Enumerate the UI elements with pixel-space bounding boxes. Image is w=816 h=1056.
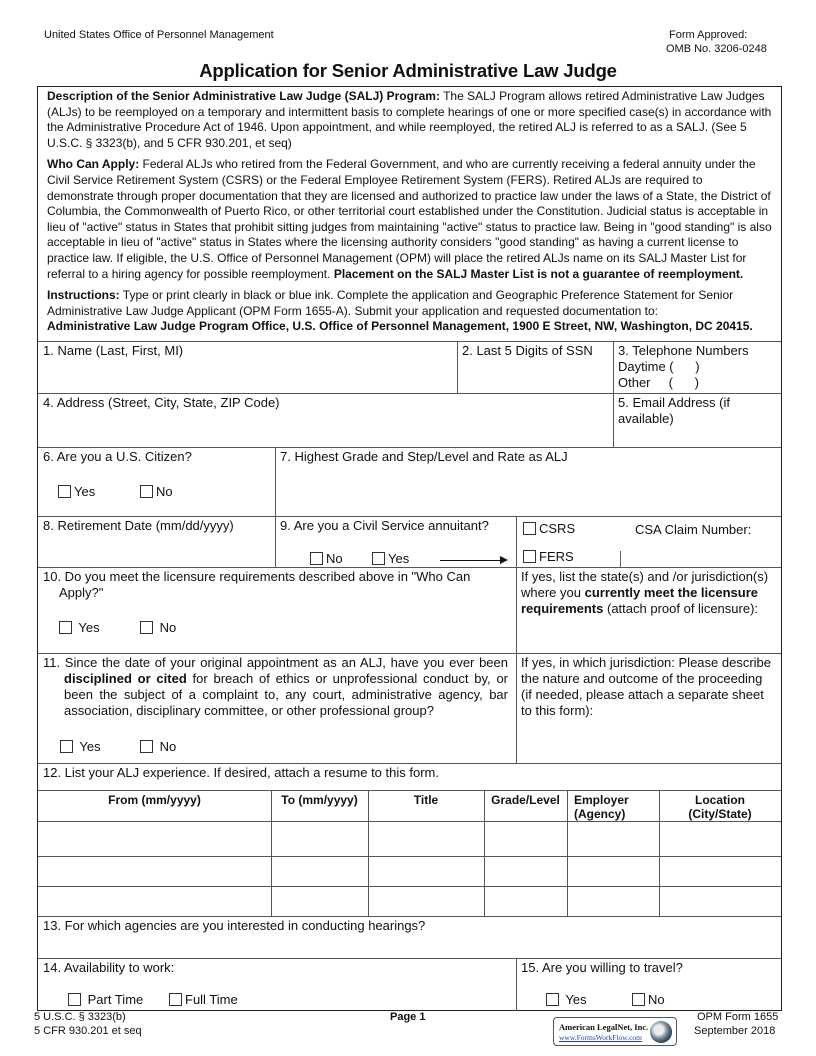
- logo-link[interactable]: www.FormsWorkFlow.com: [559, 1033, 643, 1042]
- csrs-label: CSRS: [539, 521, 576, 536]
- discipline-side-text: If yes, in which jurisdiction: Please describe the nature and outcome of the proceeding (if needed, please attach a separate sheet to this form):: [521, 655, 772, 718]
- intro-box: [37, 86, 782, 341]
- form-approved-label: Form Approved:: [669, 29, 748, 41]
- instructions-text: Type or print clearly in black or blue ink. Complete the application and Geographic Preference Statement for Senior Administrative Law Judge Applicant (OPM Form 1655-A). Submit your application and requested documentation to:: [47, 288, 734, 318]
- fers-label: FERS: [539, 549, 574, 564]
- who-label: Who Can Apply:: [47, 157, 140, 172]
- legalnet-logo[interactable]: [553, 1017, 677, 1046]
- yes-label: Yes: [388, 551, 410, 566]
- licensure-side-bold: currently meet the licensure requirements: [521, 585, 758, 616]
- discipline-text: [43, 655, 508, 719]
- retirement-date-field[interactable]: [38, 516, 275, 567]
- part-time-checkbox[interactable]: [68, 993, 81, 1006]
- travel-yes-option[interactable]: [546, 992, 587, 1007]
- full-time-label: Full Time: [185, 992, 238, 1007]
- who-disclaimer: Placement on the SALJ Master List is not a guarantee of reemployment.: [333, 266, 744, 281]
- no-label: No: [648, 992, 665, 1007]
- experience-row-1-employer[interactable]: [567, 822, 659, 856]
- telephone-field[interactable]: [613, 341, 781, 393]
- citizen-label: 6. Are you a U.S. Citizen?: [43, 449, 192, 464]
- csa-claim-label: CSA Claim Number:: [635, 522, 752, 537]
- page-number: Page 1: [390, 1011, 426, 1023]
- full-time-checkbox[interactable]: [169, 993, 182, 1006]
- cfr-citation: 5 CFR 930.201 et seq: [34, 1025, 142, 1037]
- yes-label: Yes: [565, 992, 587, 1007]
- licensure-question: [38, 567, 516, 653]
- experience-row-1-location[interactable]: [659, 822, 781, 856]
- column-header-title: Title: [413, 793, 439, 807]
- description-text: The SALJ Program allows retired Administrative Law Judges (ALJs) to be reemployed on a temporary and intermittent basis to complete hearings of one or more specified case(s) in accordance with the Administrative Procedure Act of 1946. Upon appointment, and while reemployed, the retired ALJ is referred to as a SALJ. (See 5 U.S.C. § 3323(b), and 5 CFR 930.201, et seq): [47, 89, 772, 150]
- email-field[interactable]: [613, 393, 781, 447]
- experience-row-2-to[interactable]: [271, 857, 368, 886]
- discipline-text-bold: disciplined or cited: [64, 671, 187, 686]
- arrowhead-icon: [500, 556, 508, 564]
- experience-row-3-location[interactable]: [659, 887, 781, 916]
- annuitant-yes-checkbox[interactable]: [372, 552, 385, 565]
- name-field[interactable]: [38, 341, 457, 393]
- full-time-option[interactable]: [169, 992, 238, 1007]
- yes-label: Yes: [79, 739, 101, 754]
- experience-row-2-title[interactable]: [368, 857, 484, 886]
- part-time-option[interactable]: [68, 992, 143, 1007]
- part-time-label: Part Time: [87, 992, 144, 1007]
- experience-row-2-employer[interactable]: [567, 857, 659, 886]
- annuitant-yes-option[interactable]: [372, 551, 409, 566]
- discipline-no-option[interactable]: [140, 739, 176, 754]
- fers-option[interactable]: [523, 549, 574, 564]
- experience-row-3-employer[interactable]: [567, 887, 659, 916]
- annuitant-label: 9. Are you a Civil Service annuitant?: [280, 518, 489, 533]
- discipline-yes-checkbox[interactable]: [60, 740, 73, 753]
- discipline-no-checkbox[interactable]: [140, 740, 153, 753]
- description-label: Description of the Senior Administrative Law Judge (SALJ) Program:: [47, 89, 440, 103]
- form-number: OPM Form 1655: [697, 1011, 779, 1023]
- program-description: [47, 89, 772, 151]
- travel-no-option[interactable]: [632, 992, 665, 1007]
- experience-label: 12. List your ALJ experience. If desired, attach a resume to this form.: [43, 765, 439, 780]
- annuitant-no-checkbox[interactable]: [310, 552, 323, 565]
- experience-row-1-to[interactable]: [271, 822, 368, 856]
- licensure-label: 10. Do you meet the licensure requirements described above in "Who Can Apply?": [43, 569, 471, 600]
- agencies-field[interactable]: [38, 916, 781, 958]
- travel-no-checkbox[interactable]: [632, 993, 645, 1006]
- omb-number: OMB No. 3206-0248: [666, 43, 767, 55]
- usc-citation: 5 U.S.C. § 3323(b): [34, 1011, 126, 1023]
- licensure-jurisdictions-field[interactable]: [516, 567, 781, 653]
- grade-rate-field[interactable]: [275, 447, 781, 516]
- travel-yes-checkbox[interactable]: [546, 993, 559, 1006]
- globe-icon: [650, 1021, 672, 1043]
- no-label: No: [159, 620, 177, 635]
- agency-name: United States Office of Personnel Management: [44, 29, 274, 41]
- yes-label: Yes: [78, 620, 100, 635]
- licensure-no-option[interactable]: [140, 620, 176, 635]
- who-can-apply: [47, 157, 772, 282]
- address-label: 4. Address (Street, City, State, ZIP Code): [43, 395, 280, 410]
- citizen-yes-checkbox[interactable]: [58, 485, 71, 498]
- logo-company: American LegalNet, Inc.: [559, 1022, 649, 1032]
- experience-row-2-from[interactable]: [38, 857, 271, 886]
- telephone-label: 3. Telephone Numbers: [618, 343, 749, 358]
- experience-heading: [38, 763, 781, 790]
- agencies-label: 13. For which agencies are you interested in conducting hearings?: [43, 918, 426, 933]
- instructions: [47, 288, 772, 335]
- column-header-to: To (mm/yyyy): [281, 793, 358, 807]
- travel-label: 15. Are you willing to travel?: [521, 960, 683, 975]
- ssn-field[interactable]: [457, 341, 613, 393]
- daytime-phone-label: Daytime ( ): [618, 359, 700, 374]
- grade-rate-label: 7. Highest Grade and Step/Level and Rate as ALJ: [280, 449, 568, 464]
- form-date: September 2018: [694, 1025, 776, 1037]
- experience-row-3-title[interactable]: [368, 887, 484, 916]
- address-field[interactable]: [38, 393, 613, 447]
- annuitant-no-option[interactable]: [310, 551, 343, 566]
- licensure-side-text-end: (attach proof of licensure):: [603, 601, 759, 616]
- csrs-checkbox[interactable]: [523, 522, 536, 535]
- csrs-option[interactable]: [523, 521, 575, 536]
- name-label: 1. Name (Last, First, MI): [43, 343, 184, 358]
- citizen-no-option[interactable]: [140, 484, 173, 499]
- experience-row-3-to[interactable]: [271, 887, 368, 916]
- citizen-no-checkbox[interactable]: [140, 485, 153, 498]
- fers-checkbox[interactable]: [523, 550, 536, 563]
- discipline-text-start: 11. Since the date of your original appointment as an ALJ, have you ever been: [43, 655, 508, 670]
- no-label: No: [159, 739, 177, 754]
- experience-row-1-title[interactable]: [368, 822, 484, 856]
- column-header-grade: Grade/Level: [491, 793, 560, 807]
- column-header-from: From (mm/yyyy): [108, 793, 201, 807]
- licensure-no-checkbox[interactable]: [140, 621, 153, 634]
- who-text: Federal ALJs who retired from the Federal Government, and who are currently receiving a federal annuity under the Civil Service Retirement System (CSRS) or the Federal Employee Retirement System (FERS). Retired ALJs are required to demonstrate through proper documentation that they are licensed and authorized to practice law under the laws of a State, the District of Columbia, the Commonwealth of Puerto Rico, or other territorial court established under the Constitution. Judicial status is acceptable in lieu of "active" status in States that prohibit sitting judges from maintaining "active" status to practice law. Being in "good standing" is also acceptable in lieu of "active" status in States where the licensing authority considers "good standing" as having a current license to practice law. If eligible, the U.S. Office of Personnel Management (OPM) will place the retired ALJs name on its SALJ Master List for referral to a hiring agency for possible reemployment.: [47, 157, 772, 281]
- availability-label: 14. Availability to work:: [43, 960, 175, 975]
- instructions-label: Instructions:: [47, 288, 120, 303]
- email-label: 5. Email Address (if available): [618, 395, 730, 426]
- citizen-yes-option[interactable]: [58, 484, 95, 499]
- discipline-text-end: for breach of ethics or unprofessional conduct by, or been the subject of a complaint to, any court, administrative agency, bar association, disciplinary committee, or other professional group?: [64, 671, 508, 718]
- yes-label: Yes: [74, 484, 96, 499]
- arrow-icon: [440, 560, 502, 561]
- discipline-question: [38, 653, 516, 763]
- licensure-yes-option[interactable]: [59, 620, 100, 635]
- licensure-side-text: If yes, list the state(s) and /or jurisdiction(s) where you: [521, 569, 769, 600]
- column-header-location: Location (City/State): [688, 793, 752, 821]
- experience-row-3-grade[interactable]: [484, 887, 567, 916]
- experience-row-1-grade[interactable]: [484, 822, 567, 856]
- discipline-yes-option[interactable]: [60, 739, 101, 754]
- experience-row-2-grade[interactable]: [484, 857, 567, 886]
- mailing-address: Administrative Law Judge Program Office, U.S. Office of Personnel Management, 1900 E Street, NW, Washington, DC 20415.: [47, 319, 753, 334]
- no-label: No: [156, 484, 173, 499]
- column-header-employer: Employer (Agency): [574, 793, 629, 821]
- experience-row-1-from[interactable]: [38, 822, 271, 856]
- page-title: Application for Senior Administrative Law Judge: [199, 60, 617, 81]
- application-form: [37, 341, 782, 1011]
- experience-row-3-from[interactable]: [38, 887, 271, 916]
- citizen-question: [38, 447, 275, 516]
- experience-row-2-location[interactable]: [659, 857, 781, 886]
- ssn-label: 2. Last 5 Digits of SSN: [462, 343, 593, 358]
- discipline-details-field[interactable]: [516, 653, 781, 763]
- divider: [38, 790, 781, 791]
- other-phone-label: Other ( ): [618, 375, 699, 390]
- licensure-yes-checkbox[interactable]: [59, 621, 72, 634]
- csa-claim-input[interactable]: [620, 551, 761, 567]
- no-label: No: [326, 551, 343, 566]
- retirement-date-label: 8. Retirement Date (mm/dd/yyyy): [43, 518, 234, 533]
